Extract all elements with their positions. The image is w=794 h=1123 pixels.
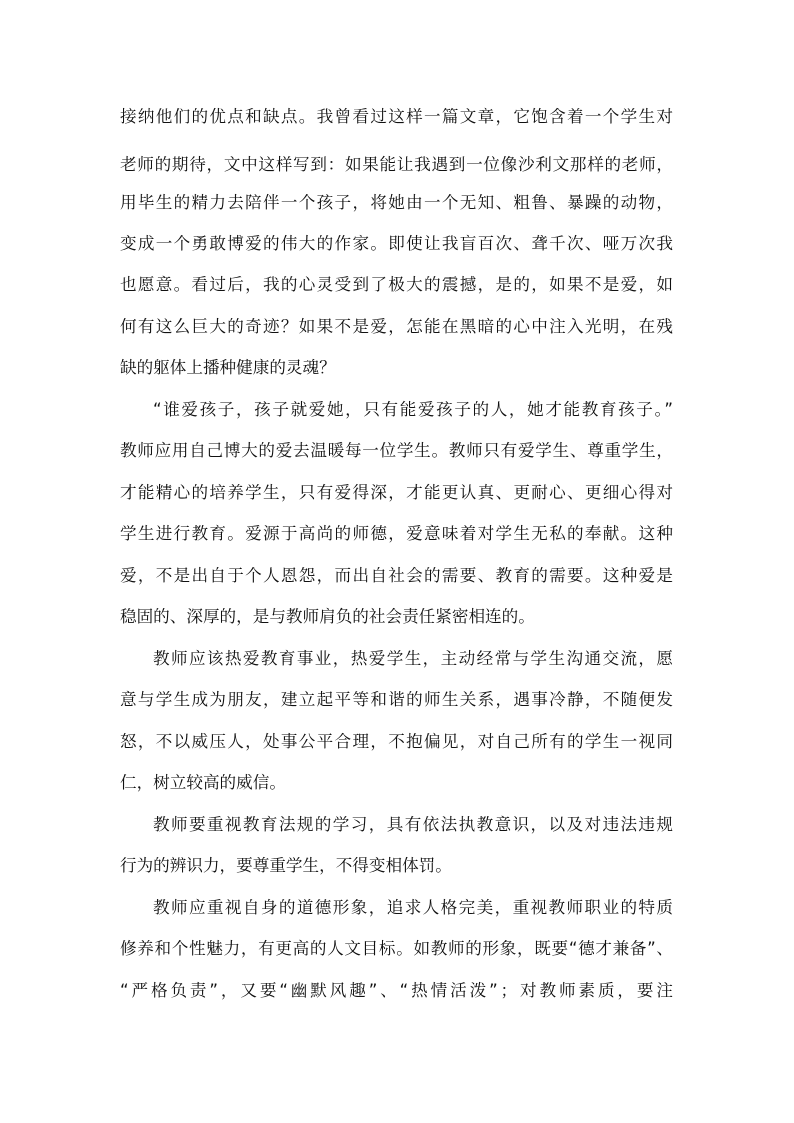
text-line: “谁爱孩子，孩子就爱她，只有能爱孩子的人，她才能教育孩子。” [153, 400, 675, 419]
text-line: 仁，树立较高的威信。 [120, 773, 286, 792]
text-line: 修养和个性魅力，有更高的人文目标。如教师的形象，既要“德才兼备”、 [120, 939, 674, 958]
text-line: 稳固的、深厚的，是与教师肩负的社会责任紧密相连的。 [120, 607, 535, 626]
text-line: 何有这么巨大的奇迹？如果不是爱，怎能在黑暗的心中注入光明，在残 [120, 317, 675, 336]
text-line: 怒，不以威压人，处事公平合理，不抱偏见，对自己所有的学生一视同 [120, 732, 675, 751]
text-line: 教师要重视教育法规的学习，具有依法执教意识，以及对违法违规 [153, 815, 675, 834]
text-line: 意与学生成为朋友，建立起平等和谐的师生关系，遇事冷静，不随便发 [120, 690, 675, 709]
text-line: 爱，不是出自于个人恩怨，而出自社会的需要、教育的需要。这种爱是 [120, 566, 675, 585]
text-line: 也愿意。看过后，我的心灵受到了极大的震撼，是的，如果不是爱，如 [120, 275, 675, 294]
text-line: 教师应重视自身的道德形象，追求人格完美，重视教师职业的特质 [153, 898, 675, 917]
text-line: 接纳他们的优点和缺点。我曾看过这样一篇文章，它饱含着一个学生对 [120, 107, 675, 126]
text-line: 教师应用自己博大的爱去温暖每一位学生。教师只有爱学生、尊重学生， [120, 441, 674, 460]
text-line: 学生进行教育。爱源于高尚的师德，爱意味着对学生无私的奉献。这种 [120, 524, 675, 543]
text-line: 变成一个勇敢博爱的伟大的作家。即使让我盲百次、聋千次、哑万次我 [120, 234, 675, 253]
text-line: 用毕生的精力去陪伴一个孩子，将她由一个无知、粗鲁、暴躁的动物， [120, 193, 675, 212]
text-line: 老师的期待，文中这样写到：如果能让我遇到一位像沙利文那样的老师， [120, 155, 674, 174]
text-line: 缺的躯体上播种健康的灵魂？ [120, 358, 336, 377]
text-line: “严格负责”，又要“幽默风趣”、“热情活泼”；对教师素质，要注 [120, 981, 676, 1000]
text-line: 行为的辨识力，要尊重学生，不得变相体罚。 [120, 856, 452, 875]
text-line: 教师应该热爱教育事业，热爱学生，主动经常与学生沟通交流，愿 [153, 649, 675, 668]
text-line: 才能精心的培养学生，只有爱得深，才能更认真、更耐心、更细心得对 [120, 483, 675, 502]
